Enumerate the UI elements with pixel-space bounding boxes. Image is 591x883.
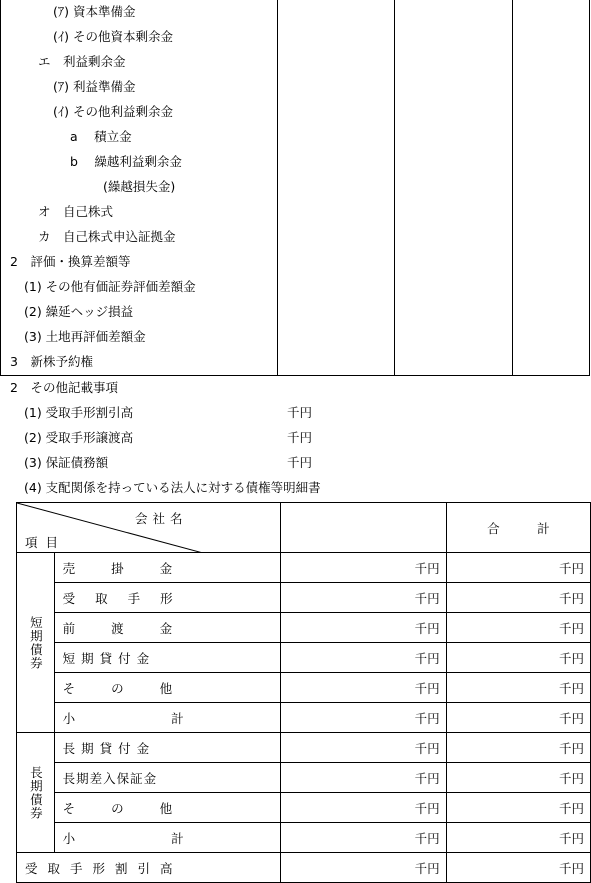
- header-total-cell: 合 計: [446, 503, 590, 553]
- item-subtotal: [54, 703, 280, 733]
- item-label: 売掛金: [62, 560, 209, 576]
- upper-table-left-border: [0, 0, 1, 376]
- item-short-term-loans: [54, 643, 280, 673]
- row-treasury-stock-deposit: カ 自己株式申込証拠金: [38, 229, 176, 244]
- total-cell: 千円: [446, 673, 590, 703]
- total-cell: 千円: [446, 793, 590, 823]
- total-cell: 千円: [446, 553, 590, 583]
- item-other: [54, 673, 280, 703]
- item-accounts-receivable: [54, 553, 280, 583]
- upper-table-col-divider-3: [512, 0, 513, 376]
- amount-cell: 千円: [280, 583, 446, 613]
- total-cell: 千円: [446, 853, 590, 883]
- table-row: [17, 793, 591, 823]
- row-retained-earnings: エ 利益剰余金: [38, 54, 126, 69]
- amount-cell: 千円: [280, 763, 446, 793]
- short-term-group-label: 短期債券: [17, 553, 55, 733]
- item-notes-receivable: [54, 583, 280, 613]
- total-cell: 千円: [446, 613, 590, 643]
- amount-cell: 千円: [280, 853, 446, 883]
- item-label: その他: [62, 680, 209, 696]
- amount-cell: 千円: [280, 703, 446, 733]
- table-row: [17, 673, 591, 703]
- table-row: [17, 763, 591, 793]
- total-cell: 千円: [446, 643, 590, 673]
- total-cell: 千円: [446, 583, 590, 613]
- amount-cell: 千円: [280, 793, 446, 823]
- table-row: [17, 643, 591, 673]
- item-label: 長期貸付金: [62, 740, 156, 756]
- long-term-group-label: 長期債券: [17, 733, 55, 853]
- total-cell: 千円: [446, 733, 590, 763]
- item-label: 小計: [62, 710, 280, 726]
- table-row: [17, 613, 591, 643]
- row-legal-reserve: (ｱ) 利益準備金: [53, 79, 136, 94]
- item-advance-payments: [54, 613, 280, 643]
- detail-header-row: [17, 503, 591, 553]
- amount-cell: 千円: [280, 733, 446, 763]
- item-long-term-deposits: [54, 763, 280, 793]
- row-reserve-fund: a 積立金: [70, 129, 132, 144]
- table-row: [17, 583, 591, 613]
- item-label: 長期差入保証金: [62, 770, 158, 786]
- table-row: [17, 703, 591, 733]
- item-discounted-notes: [17, 853, 281, 883]
- total-cell: 千円: [446, 763, 590, 793]
- row-carried-earnings: b 繰越利益剰余金: [70, 154, 182, 169]
- row-other-capital-surplus: (ｲ) その他資本剰余金: [53, 29, 173, 44]
- upper-table-col-divider-2: [394, 0, 395, 376]
- header-company-name-cell: [280, 503, 446, 553]
- row-valuation-differences: 2 評価・換算差額等: [10, 254, 131, 269]
- note-discounted-bills-unit: 千円: [287, 405, 313, 420]
- amount-cell: 千円: [280, 643, 446, 673]
- upper-table-right-border: [589, 0, 590, 376]
- note-guarantee-unit: 千円: [287, 455, 313, 470]
- row-treasury-stock: オ 自己株式: [38, 204, 114, 219]
- row-carried-loss: (繰越損失金): [103, 179, 176, 194]
- detail-table-title: (4) 支配関係を持っている法人に対する債権等明細書: [24, 480, 321, 495]
- row-securities-valuation: (1) その他有価証券評価差額金: [24, 279, 196, 294]
- table-row: [17, 553, 591, 583]
- row-stock-acquisition-rights: 3 新株予約権: [10, 354, 93, 369]
- header-diagonal-cell: [17, 503, 281, 553]
- item-long-term-loans: [54, 733, 280, 763]
- other-notes-heading: 2 その他記載事項: [10, 380, 118, 395]
- amount-cell: 千円: [280, 673, 446, 703]
- item-other: [54, 793, 280, 823]
- item-label: 前渡金: [62, 620, 209, 636]
- note-endorsed-bills-unit: 千円: [287, 430, 313, 445]
- note-guarantee: (3) 保証債務額: [24, 455, 109, 470]
- amount-cell: 千円: [280, 823, 446, 853]
- item-label: その他: [62, 800, 209, 816]
- item-label: 小計: [62, 830, 280, 846]
- row-deferred-hedge: (2) 繰延ヘッジ損益: [24, 304, 134, 319]
- note-endorsed-bills: (2) 受取手形譲渡高: [24, 430, 134, 445]
- table-row: [17, 733, 591, 763]
- row-other-retained-earnings: (ｲ) その他利益剰余金: [53, 104, 173, 119]
- item-label: 受取手形: [62, 590, 193, 606]
- amount-cell: 千円: [280, 553, 446, 583]
- receivables-detail-table: [16, 502, 591, 883]
- total-cell: 千円: [446, 703, 590, 733]
- total-cell: 千円: [446, 823, 590, 853]
- item-subtotal: [54, 823, 280, 853]
- item-label: 受取手形割引高: [25, 860, 183, 876]
- upper-table-col-divider-1: [277, 0, 278, 376]
- note-discounted-bills: (1) 受取手形割引高: [24, 405, 134, 420]
- row-capital-reserve: (ｱ) 資本準備金: [53, 4, 136, 19]
- header-item-label: 項目: [25, 535, 67, 550]
- table-row: [17, 853, 591, 883]
- header-company-label: 会社名: [135, 511, 188, 526]
- table-row: [17, 823, 591, 853]
- amount-cell: 千円: [280, 613, 446, 643]
- row-land-revaluation: (3) 土地再評価差額金: [24, 329, 146, 344]
- upper-table-bottom-border: [0, 375, 590, 376]
- item-label: 短期貸付金: [62, 650, 156, 666]
